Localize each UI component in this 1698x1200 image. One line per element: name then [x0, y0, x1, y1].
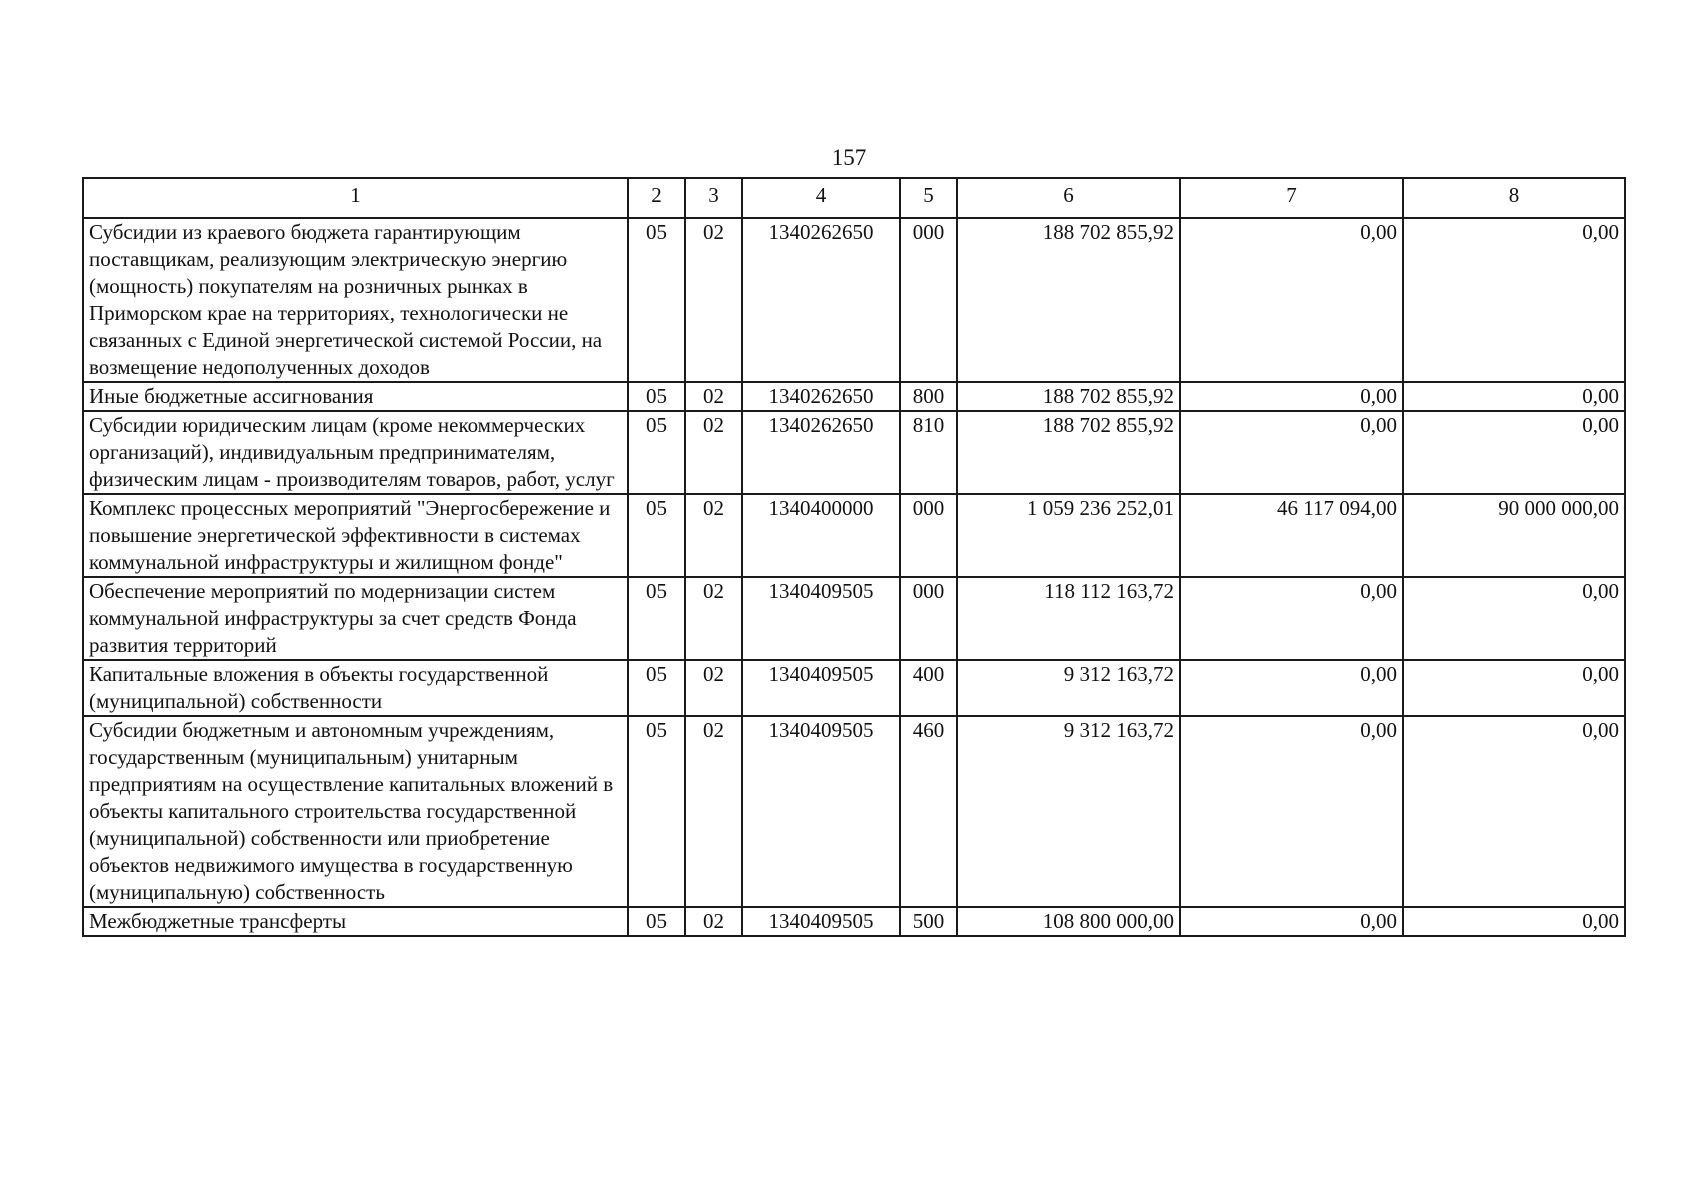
- column-header: 8: [1403, 178, 1625, 218]
- amount-col-7: 0,00: [1180, 907, 1403, 936]
- subsection-code: 02: [685, 660, 742, 716]
- row-name: Субсидии юридическим лицам (кроме некоммерческих организаций), индивидуальным предпринимателям, физическим лицам - производителям товаров, работ, услуг: [83, 411, 628, 494]
- section-code: 05: [628, 660, 685, 716]
- amount-col-8: 0,00: [1403, 716, 1625, 907]
- row-name: Капитальные вложения в объекты государственной (муниципальной) собственности: [83, 660, 628, 716]
- amount-col-7: 46 117 094,00: [1180, 494, 1403, 577]
- expense-type-code: 400: [900, 660, 957, 716]
- section-code: 05: [628, 907, 685, 936]
- table-row: [83, 382, 1625, 411]
- amount-col-7: 0,00: [1180, 218, 1403, 382]
- amount-col-7: 0,00: [1180, 577, 1403, 660]
- row-name: Субсидии из краевого бюджета гарантирующим поставщикам, реализующим электрическую энергию (мощность) покупателям на розничных рынках в Приморском крае на территориях, технологически не связанных с Единой энергетической системой России, на возмещение недополученных доходов: [83, 218, 628, 382]
- amount-col-8: 0,00: [1403, 218, 1625, 382]
- subsection-code: 02: [685, 907, 742, 936]
- amount-col-8: 90 000 000,00: [1403, 494, 1625, 577]
- amount-col-8: 0,00: [1403, 382, 1625, 411]
- row-name: Субсидии бюджетным и автономным учреждениям, государственным (муниципальным) унитарным предприятиям на осуществление капитальных вложений в объекты капитального строительства государственной (муниципальной) собственности или приобретение объектов недвижимого имущества в государственную (муниципальную) собственность: [83, 716, 628, 907]
- target-article-code: 1340400000: [742, 494, 900, 577]
- table-row: [83, 218, 1625, 382]
- table-row: [83, 660, 1625, 716]
- subsection-code: 02: [685, 411, 742, 494]
- page-number: 157: [831, 145, 867, 170]
- target-article-code: 1340262650: [742, 382, 900, 411]
- amount-col-6: 9 312 163,72: [957, 660, 1180, 716]
- amount-col-6: 108 800 000,00: [957, 907, 1180, 936]
- section-code: 05: [628, 577, 685, 660]
- target-article-code: 1340262650: [742, 218, 900, 382]
- amount-col-6: 1 059 236 252,01: [957, 494, 1180, 577]
- subsection-code: 02: [685, 382, 742, 411]
- amount-col-8: 0,00: [1403, 907, 1625, 936]
- column-header: 6: [957, 178, 1180, 218]
- table-row: [83, 494, 1625, 577]
- amount-col-8: 0,00: [1403, 660, 1625, 716]
- target-article-code: 1340409505: [742, 907, 900, 936]
- amount-col-7: 0,00: [1180, 716, 1403, 907]
- section-code: 05: [628, 218, 685, 382]
- amount-col-6: 118 112 163,72: [957, 577, 1180, 660]
- expense-type-code: 810: [900, 411, 957, 494]
- expense-type-code: 000: [900, 218, 957, 382]
- amount-col-7: 0,00: [1180, 411, 1403, 494]
- target-article-code: 1340409505: [742, 716, 900, 907]
- subsection-code: 02: [685, 716, 742, 907]
- amount-col-6: 188 702 855,92: [957, 382, 1180, 411]
- section-code: 05: [628, 494, 685, 577]
- amount-col-8: 0,00: [1403, 577, 1625, 660]
- target-article-code: 1340409505: [742, 577, 900, 660]
- target-article-code: 1340409505: [742, 660, 900, 716]
- table-row: [83, 907, 1625, 936]
- column-header: 1: [83, 178, 628, 218]
- subsection-code: 02: [685, 218, 742, 382]
- column-header: 7: [1180, 178, 1403, 218]
- expense-type-code: 000: [900, 577, 957, 660]
- budget-table: [82, 177, 1626, 937]
- amount-col-7: 0,00: [1180, 660, 1403, 716]
- expense-type-code: 800: [900, 382, 957, 411]
- expense-type-code: 500: [900, 907, 957, 936]
- subsection-code: 02: [685, 494, 742, 577]
- amount-col-6: 9 312 163,72: [957, 716, 1180, 907]
- amount-col-6: 188 702 855,92: [957, 411, 1180, 494]
- target-article-code: 1340262650: [742, 411, 900, 494]
- section-code: 05: [628, 382, 685, 411]
- column-header: 3: [685, 178, 742, 218]
- column-header: 4: [742, 178, 900, 218]
- section-code: 05: [628, 411, 685, 494]
- row-name: Обеспечение мероприятий по модернизации систем коммунальной инфраструктуры за счет средств Фонда развития территорий: [83, 577, 628, 660]
- header-row: [83, 178, 1625, 218]
- table-row: [83, 411, 1625, 494]
- column-header: 2: [628, 178, 685, 218]
- amount-col-7: 0,00: [1180, 382, 1403, 411]
- row-name: Комплекс процессных мероприятий "Энергосбережение и повышение энергетической эффективности в системах коммунальной инфраструктуры и жилищном фонде": [83, 494, 628, 577]
- row-name: Межбюджетные трансферты: [83, 907, 628, 936]
- table-row: [83, 716, 1625, 907]
- expense-type-code: 460: [900, 716, 957, 907]
- amount-col-8: 0,00: [1403, 411, 1625, 494]
- row-name: Иные бюджетные ассигнования: [83, 382, 628, 411]
- subsection-code: 02: [685, 577, 742, 660]
- column-header: 5: [900, 178, 957, 218]
- section-code: 05: [628, 716, 685, 907]
- expense-type-code: 000: [900, 494, 957, 577]
- table-row: [83, 577, 1625, 660]
- amount-col-6: 188 702 855,92: [957, 218, 1180, 382]
